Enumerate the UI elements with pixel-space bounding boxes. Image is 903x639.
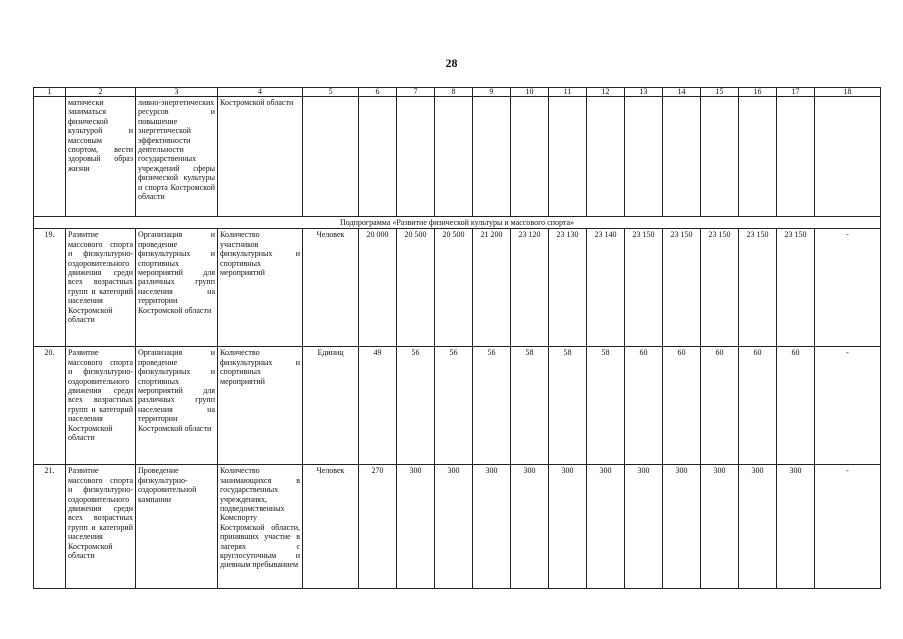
empty-cell (777, 97, 815, 217)
header-cell: 9 (473, 88, 511, 97)
activity-cell: Организация и проведение физкультурных и спортивных мероприятий для различных групп населения на территории Костромской области (136, 229, 218, 347)
indicator-cell: Количество участников физкультурных и спортивных мероприятий (218, 229, 303, 347)
value-cell: 300 (473, 465, 511, 589)
header-cell: 18 (815, 88, 881, 97)
empty-cell (34, 97, 66, 217)
value-cell: 20 500 (435, 229, 473, 347)
value-cell: 58 (587, 347, 625, 465)
header-cell: 11 (549, 88, 587, 97)
header-cell: 17 (777, 88, 815, 97)
value-cell: 300 (397, 465, 435, 589)
header-cell: 3 (136, 88, 218, 97)
subprogram-row (34, 217, 881, 229)
row-number: 21. (34, 465, 66, 589)
value-cell: 23 150 (625, 229, 663, 347)
indicator-cell: Костромской области (218, 97, 303, 217)
value-cell: 300 (777, 465, 815, 589)
value-cell: 23 150 (701, 229, 739, 347)
header-cell: 12 (587, 88, 625, 97)
header-cell: 6 (359, 88, 397, 97)
goal-cell: матически заниматься физической культурой и массовым спортом, вести здоровый образ жизни (66, 97, 136, 217)
value-cell: 300 (435, 465, 473, 589)
value-cell: 300 (587, 465, 625, 589)
header-cell: 16 (739, 88, 777, 97)
header-cell: 1 (34, 88, 66, 97)
value-cell: 300 (701, 465, 739, 589)
row-number: 19. (34, 229, 66, 347)
value-cell: 300 (739, 465, 777, 589)
value-cell: 60 (663, 347, 701, 465)
empty-cell (435, 97, 473, 217)
value-cell: 20 500 (397, 229, 435, 347)
goal-cell: Развитие массового спорта и физкультурно-оздоровительного движения среди всех возрастных групп и категорий населения Костромской области (66, 347, 136, 465)
activity-cell: Проведение физкультурно-оздоровительной кампании (136, 465, 218, 589)
empty-cell (663, 97, 701, 217)
empty-cell (739, 97, 777, 217)
activity-cell: ливно-энергетических ресурсов и повышение энергетической эффективности деятельности государственных учреждений сферы физической культуры и спорта Костромской области (136, 97, 218, 217)
last-cell: - (815, 229, 881, 347)
header-cell: 14 (663, 88, 701, 97)
last-cell: - (815, 347, 881, 465)
header-cell: 15 (701, 88, 739, 97)
header-cell: 2 (66, 88, 136, 97)
goal-cell: Развитие массового спорта и физкультурно-оздоровительного движения среди всех возрастных групп и категорий населения Костромской области (66, 229, 136, 347)
value-cell: 23 140 (587, 229, 625, 347)
value-cell: 300 (549, 465, 587, 589)
unit-cell: Человек (303, 465, 359, 589)
value-cell: 23 150 (663, 229, 701, 347)
table-row (34, 347, 881, 465)
header-cell: 10 (511, 88, 549, 97)
value-cell: 56 (435, 347, 473, 465)
value-cell: 23 150 (777, 229, 815, 347)
value-cell: 58 (549, 347, 587, 465)
value-cell: 23 120 (511, 229, 549, 347)
value-cell: 300 (663, 465, 701, 589)
header-cell: 7 (397, 88, 435, 97)
last-cell: - (815, 465, 881, 589)
subprogram-title: Подпрограмма «Развитие физической культуры и массового спорта» (34, 217, 881, 229)
indicator-table (33, 87, 881, 589)
empty-cell (359, 97, 397, 217)
empty-cell (625, 97, 663, 217)
value-cell: 20 000 (359, 229, 397, 347)
table-row (34, 229, 881, 347)
value-cell: 300 (625, 465, 663, 589)
empty-cell (587, 97, 625, 217)
value-cell: 270 (359, 465, 397, 589)
header-cell: 13 (625, 88, 663, 97)
table-row (34, 465, 881, 589)
indicator-cell: Количество занимающихся в государственных учреждениях, подведомственных Комспорту Костромской области, принявших участие в лагерях с круглосуточным и дневным пребыванием (218, 465, 303, 589)
empty-cell (473, 97, 511, 217)
empty-cell (511, 97, 549, 217)
value-cell: 23 130 (549, 229, 587, 347)
unit-cell: Единиц (303, 347, 359, 465)
value-cell: 60 (701, 347, 739, 465)
header-cell: 4 (218, 88, 303, 97)
value-cell: 23 150 (739, 229, 777, 347)
value-cell: 60 (777, 347, 815, 465)
activity-cell: Организация и проведение физкультурных и спортивных мероприятий для различных групп населения на территории Костромской области (136, 347, 218, 465)
unit-cell: Человек (303, 229, 359, 347)
header-cell: 8 (435, 88, 473, 97)
goal-cell: Развитие массового спорта и физкультурно-оздоровительного движения среди всех возрастных групп и категорий населения Костромской области (66, 465, 136, 589)
header-cell: 5 (303, 88, 359, 97)
header-row (34, 88, 881, 97)
value-cell: 49 (359, 347, 397, 465)
empty-cell (397, 97, 435, 217)
value-cell: 60 (739, 347, 777, 465)
value-cell: 60 (625, 347, 663, 465)
page-number: 28 (445, 56, 458, 70)
indicator-cell: Количество физкультурных и спортивных мероприятий (218, 347, 303, 465)
empty-cell (303, 97, 359, 217)
row-number: 20. (34, 347, 66, 465)
value-cell: 56 (473, 347, 511, 465)
continuation-row (34, 97, 881, 217)
value-cell: 300 (511, 465, 549, 589)
value-cell: 58 (511, 347, 549, 465)
empty-cell (815, 97, 881, 217)
empty-cell (549, 97, 587, 217)
value-cell: 21 200 (473, 229, 511, 347)
value-cell: 56 (397, 347, 435, 465)
empty-cell (701, 97, 739, 217)
